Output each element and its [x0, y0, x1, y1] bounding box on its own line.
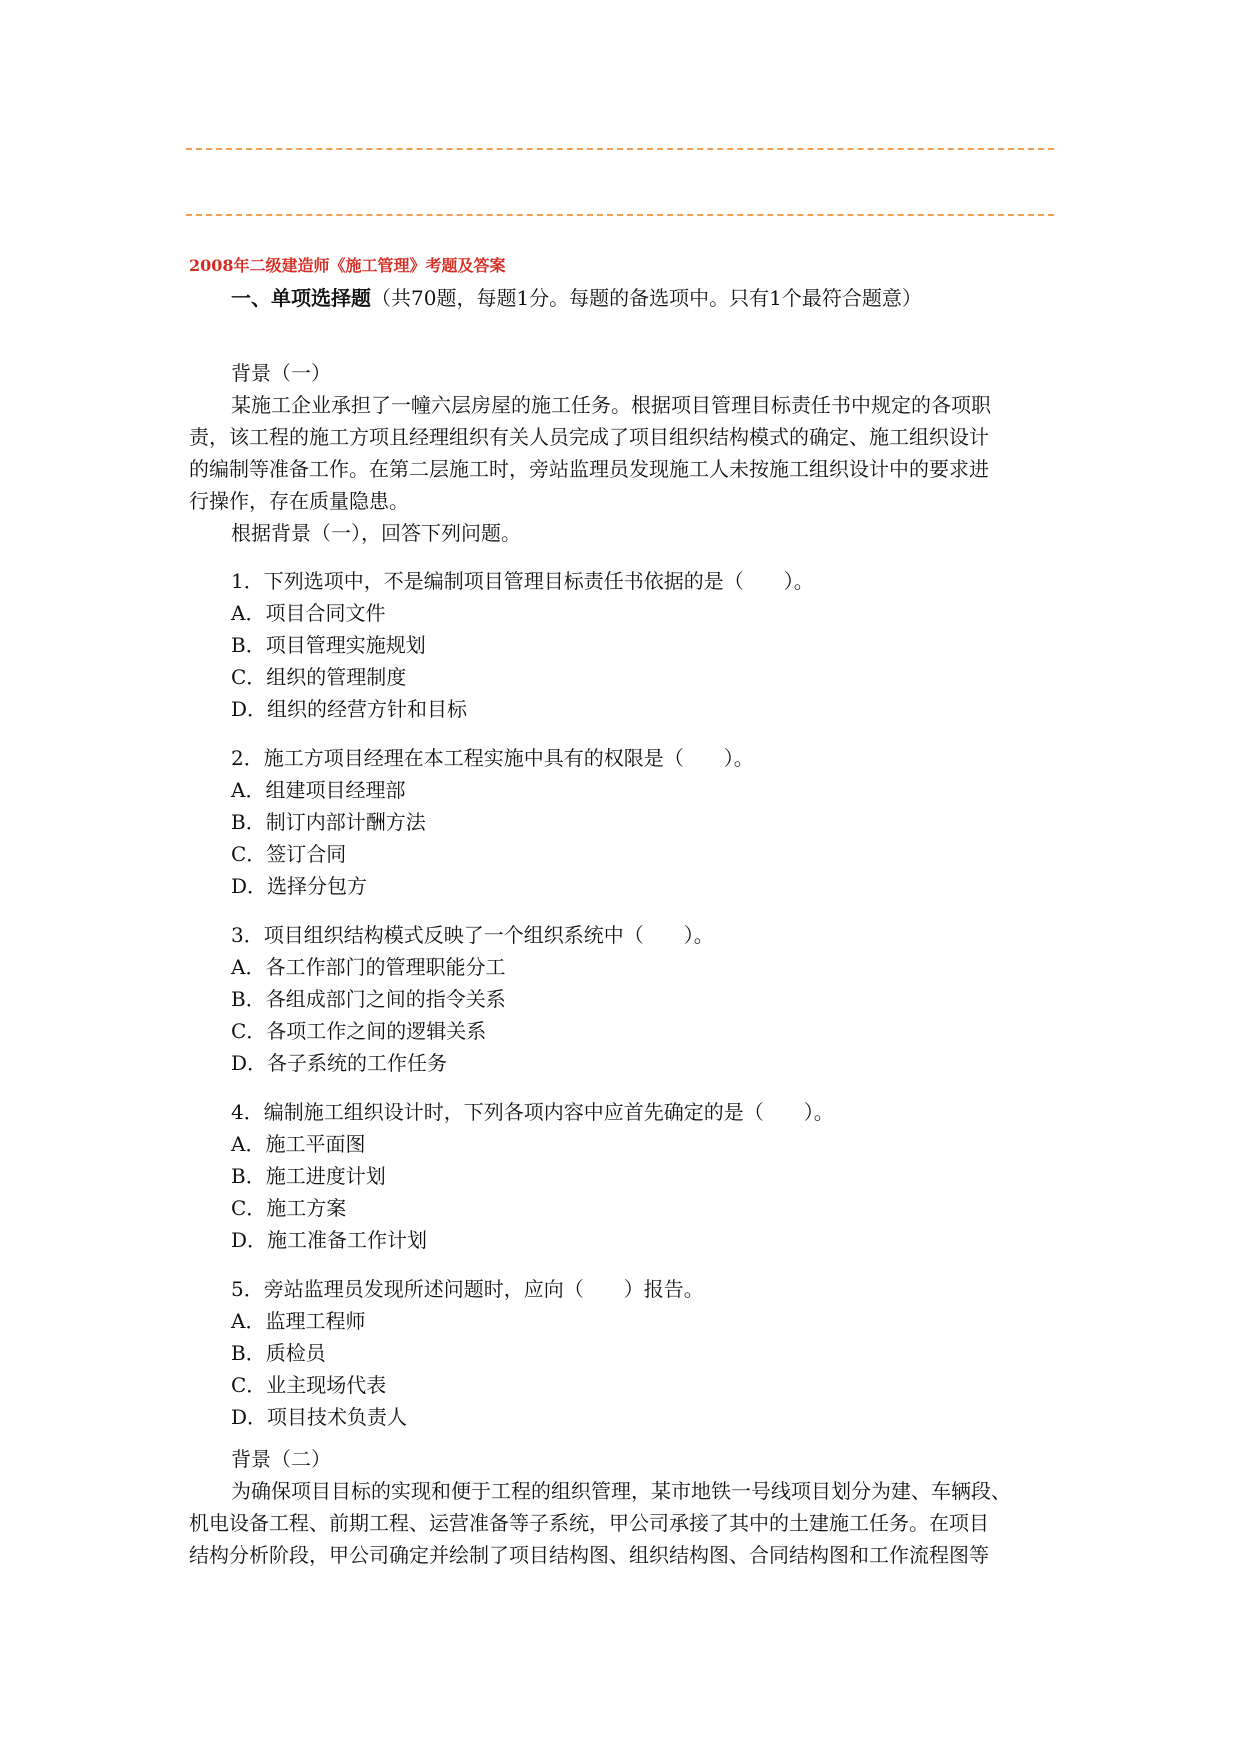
- answer-option: B．各组成部门之间的指令关系: [231, 987, 506, 1011]
- answer-option: D．各子系统的工作任务: [231, 1051, 448, 1075]
- background-1-label: 背景（一）: [231, 361, 331, 385]
- background-2: [189, 1443, 1059, 1571]
- answer-option: C．各项工作之间的逻辑关系: [231, 1019, 487, 1043]
- question-stem: 1．下列选项中，不是编制项目管理目标责任书依据的是（ ）。: [231, 569, 814, 593]
- section-heading: [231, 282, 922, 311]
- section-heading-note: （共70题，每题1分。每题的备选项中。只有1个最符合题意）: [371, 286, 922, 310]
- answer-option: A．监理工程师: [231, 1309, 366, 1333]
- answer-option: D．项目技术负责人: [231, 1405, 408, 1429]
- background-1-line: 某施工企业承担了一幢六层房屋的施工任务。根据项目管理目标责任书中规定的各项职: [231, 393, 991, 417]
- answer-option: C．施工方案: [231, 1196, 347, 1220]
- question-stem: 5．旁站监理员发现所述问题时，应向（ ）报告。: [231, 1277, 704, 1301]
- question-1: [189, 565, 1059, 725]
- background-1-prompt: 根据背景（一），回答下列问题。: [231, 521, 521, 545]
- answer-option: B．项目管理实施规划: [231, 633, 426, 657]
- answer-option: A．施工平面图: [231, 1132, 366, 1156]
- answer-option: C．签订合同: [231, 842, 347, 866]
- header-dashed-rule-bottom: [186, 214, 1054, 216]
- answer-option: C．组织的管理制度: [231, 665, 407, 689]
- background-2-label: 背景（二）: [231, 1447, 331, 1471]
- answer-option: C．业主现场代表: [231, 1373, 387, 1397]
- answer-option: D．组织的经营方针和目标: [231, 697, 468, 721]
- answer-option: A．各工作部门的管理职能分工: [231, 955, 506, 979]
- background-2-line: 为确保项目目标的实现和便于工程的组织管理，某市地铁一号线项目划分为建、车辆段、: [231, 1479, 1011, 1503]
- answer-option: D．选择分包方: [231, 874, 368, 898]
- question-2: [189, 742, 1059, 902]
- document-title: 2008年二级建造师《施工管理》考题及答案: [189, 256, 506, 275]
- answer-option: B．制订内部计酬方法: [231, 810, 426, 834]
- question-stem: 3．项目组织结构模式反映了一个组织系统中（ ）。: [231, 923, 714, 947]
- background-1: [189, 357, 1059, 549]
- question-3: [189, 919, 1059, 1079]
- background-2-line: 结构分析阶段，甲公司确定并绘制了项目结构图、组织结构图、合同结构图和工作流程图等: [189, 1543, 989, 1567]
- background-1-line: 责，该工程的施工方项且经理组织有关人员完成了项目组织结构模式的确定、施工组织设计: [189, 425, 989, 449]
- answer-option: A．项目合同文件: [231, 601, 386, 625]
- background-2-line: 机电设备工程、前期工程、运营准备等子系统，甲公司承接了其中的土建施工任务。在项目: [189, 1511, 989, 1535]
- question-stem: 2．施工方项目经理在本工程实施中具有的权限是（ ）。: [231, 746, 754, 770]
- background-1-line: 行操作，存在质量隐患。: [189, 489, 409, 513]
- answer-option: B．施工进度计划: [231, 1164, 386, 1188]
- question-stem: 4．编制施工组织设计时，下列各项内容中应首先确定的是（ ）。: [231, 1100, 834, 1124]
- header-dashed-rule-top: [186, 148, 1054, 150]
- answer-option: D．施工准备工作计划: [231, 1228, 428, 1252]
- question-5: [189, 1273, 1059, 1433]
- answer-option: B．质检员: [231, 1341, 326, 1365]
- section-heading-label: 一、单项选择题: [231, 286, 371, 310]
- background-1-line: 的编制等准备工作。在第二层施工时，旁站监理员发现施工人未按施工组织设计中的要求进: [189, 457, 989, 481]
- question-4: [189, 1096, 1059, 1256]
- answer-option: A．组建项目经理部: [231, 778, 406, 802]
